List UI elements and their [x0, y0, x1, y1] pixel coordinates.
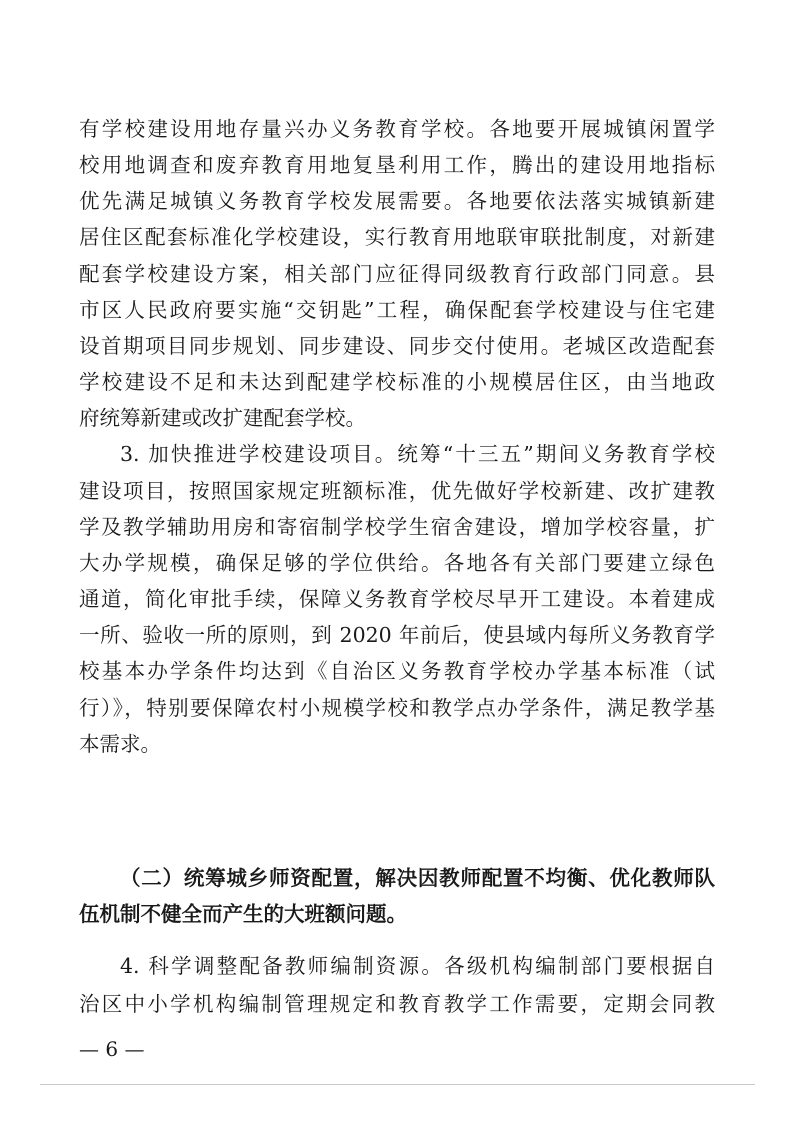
- text-line: 一所、验收一所的原则，到 2020 年前后，使县域内每所义务教育学: [79, 623, 715, 647]
- footer-divider: [40, 1084, 755, 1085]
- page-number: — 6 —: [79, 1037, 145, 1061]
- text-line: 学校建设不足和未达到配建学校标准的小规模居住区，由当地政: [79, 370, 715, 394]
- text-line: 通道，简化审批手续，保障义务教育学校尽早开工建设。本着建成: [79, 587, 715, 611]
- text-line: 4. 科学调整配备教师编制资源。各级机构编制部门要根据自: [120, 954, 715, 978]
- heading-line: 伍机制不健全而产生的大班额问题。: [79, 902, 407, 926]
- text-line: 行）》，特别要保障农村小规模学校和教学点办学条件，满足教学基: [79, 696, 715, 720]
- text-line: 3. 加快推进学校建设项目。统筹“十三五”期间义务教育学校: [120, 442, 715, 466]
- text-line: 校基本办学条件均达到《自治区义务教育学校办学基本标准（试: [79, 659, 715, 683]
- text-line: 本需求。: [79, 732, 161, 756]
- text-line: 治区中小学机构编制管理规定和教育教学工作需要，定期会同教: [79, 992, 715, 1016]
- text-line: 有学校建设用地存量兴办义务教育学校。各地要开展城镇闲置学: [79, 117, 715, 141]
- text-line: 居住区配套标准化学校建设，实行教育用地联审联批制度，对新建: [79, 225, 715, 249]
- text-line: 大办学规模，确保足够的学位供给。各地各有关部门要建立绿色: [79, 551, 715, 575]
- heading-line: （二）统筹城乡师资配置，解决因教师配置不均衡、优化教师队: [120, 866, 715, 890]
- text-line: 府统筹新建或改扩建配套学校。: [79, 406, 366, 430]
- text-line: 建设项目，按照国家规定班额标准，优先做好学校新建、改扩建教: [79, 479, 715, 503]
- text-line: 学及教学辅助用房和寄宿制学校学生宿舍建设，增加学校容量，扩: [79, 515, 715, 539]
- text-line: 设首期项目同步规划、同步建设、同步交付使用。老城区改造配套: [79, 334, 715, 358]
- text-line: 校用地调查和废弃教育用地复垦利用工作，腾出的建设用地指标: [79, 153, 715, 177]
- text-line: 市区人民政府要实施“交钥匙”工程，确保配套学校建设与住宅建: [79, 298, 715, 322]
- text-line: 优先满足城镇义务教育学校发展需要。各地要依法落实城镇新建: [79, 189, 715, 213]
- text-line: 配套学校建设方案，相关部门应征得同级教育行政部门同意。县: [79, 262, 715, 286]
